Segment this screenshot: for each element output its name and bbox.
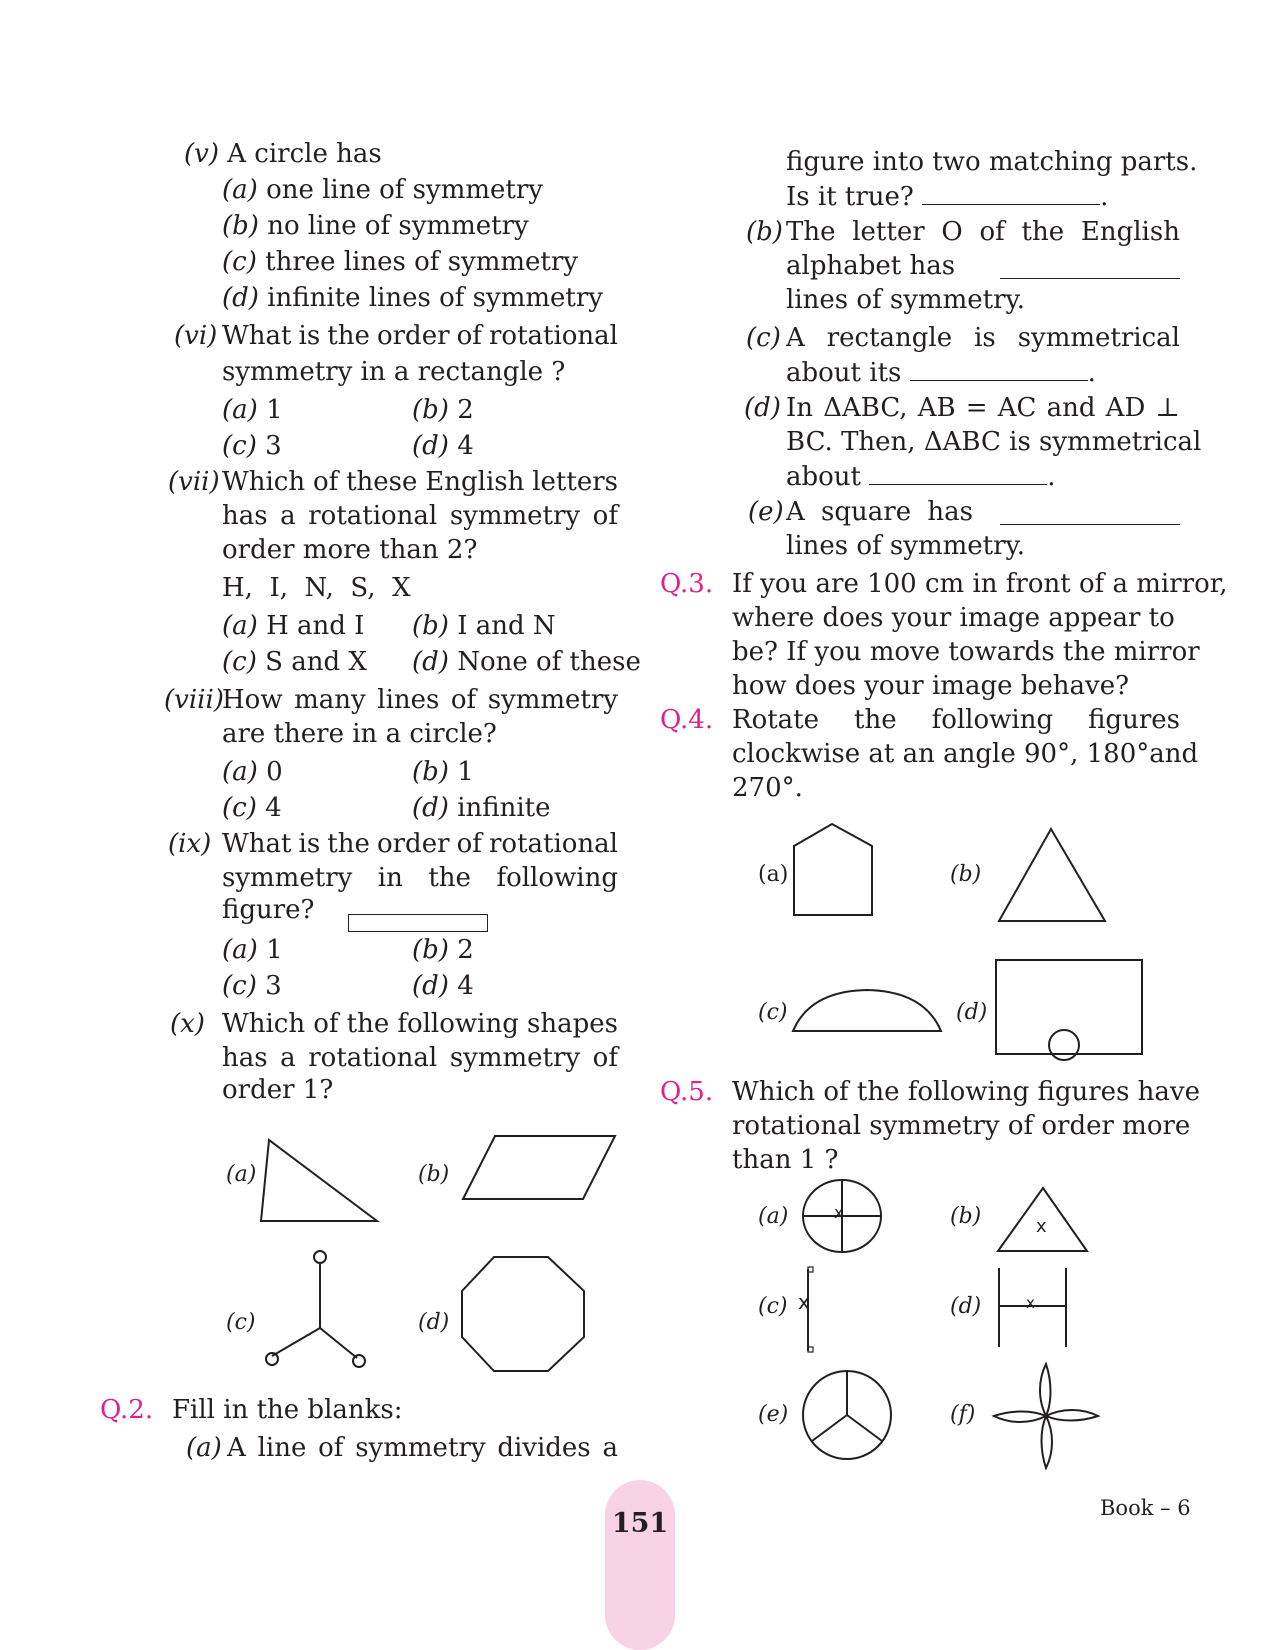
- option-b: (b) I and N: [412, 611, 556, 641]
- q2b-label: (b): [746, 217, 783, 247]
- q3-line1: If you are 100 cm in front of a mirror,: [732, 569, 1228, 599]
- question-number: (vi): [174, 321, 218, 351]
- figure-label-c: (c): [758, 1000, 788, 1025]
- octagon-figure: [458, 1255, 588, 1375]
- q4-line3: 270°.: [732, 773, 803, 803]
- q2e-line2: lines of symmetry.: [786, 531, 1026, 561]
- answer-blank[interactable]: [1000, 500, 1180, 525]
- question-vi-line1: What is the order of rotational: [222, 321, 618, 351]
- option-a: (a) one line of symmetry: [222, 175, 543, 205]
- figure-label-f: (f): [950, 1402, 976, 1427]
- figure-label-b: (b): [950, 862, 982, 887]
- option-c: (c) 4: [222, 793, 282, 823]
- q2c-line2: about its .: [786, 358, 1096, 388]
- q4-line1: Rotate the following figures: [732, 705, 1180, 735]
- question-x-line2: has a rotational symmetry of: [222, 1043, 618, 1073]
- q2c-label: (c): [746, 323, 781, 353]
- option-b: (b) 2: [412, 935, 474, 965]
- option-b: (b) 2: [412, 395, 474, 425]
- figure-label-b: (b): [418, 1162, 450, 1187]
- question-number-q4: Q.4.: [660, 705, 714, 735]
- q5-line3: than 1 ?: [732, 1145, 839, 1175]
- option-d: (d) 4: [412, 971, 474, 1001]
- pentagon-house-figure: [792, 822, 878, 918]
- q2d-line3: about .: [786, 462, 1056, 492]
- rectangle-with-circle-figure: [994, 958, 1146, 1062]
- rectangle-figure: [348, 914, 488, 932]
- q3-line2: where does your image appear to: [732, 603, 1175, 633]
- q2b-line3: lines of symmetry.: [786, 285, 1026, 315]
- page-number-tab: [605, 1480, 675, 1650]
- triangle-figure: [995, 825, 1110, 925]
- question-number: (viii): [164, 685, 224, 715]
- question-viii-line2: are there in a circle?: [222, 719, 497, 749]
- page-number: 151: [611, 1508, 669, 1539]
- question-number: (vii): [168, 467, 220, 497]
- option-a: (a) 1: [222, 935, 283, 965]
- option-a: (a) H and I: [222, 611, 365, 641]
- center-x-mark: x: [798, 1290, 810, 1314]
- q5-line2: rotational symmetry of order more: [732, 1111, 1191, 1141]
- option-c: (c) S and X: [222, 647, 367, 677]
- question-v: [184, 138, 382, 170]
- question-vii-line3: order more than 2?: [222, 535, 478, 565]
- q2-title: Fill in the blanks:: [172, 1395, 403, 1425]
- question-number-q5: Q.5.: [660, 1077, 714, 1107]
- three-prong-figure: [255, 1250, 375, 1375]
- three-sector-circle-figure: [800, 1368, 894, 1462]
- option-d: (d) None of these: [412, 647, 641, 677]
- answer-blank[interactable]: [922, 180, 1100, 205]
- book-label: Book – 6: [1100, 1496, 1191, 1520]
- question-text: A circle has: [227, 139, 382, 169]
- question-x-line1: Which of the following shapes: [222, 1009, 618, 1039]
- q2b-line2: alphabet has: [786, 251, 956, 281]
- option-a: (a) 1: [222, 395, 283, 425]
- q2a-line2: figure into two matching parts.: [786, 147, 1198, 177]
- figure-label-a: (a): [226, 1162, 257, 1187]
- q2e-line1: A square has: [786, 497, 973, 527]
- q2a-line3: Is it true? .: [786, 182, 1109, 212]
- question-ix-line2: symmetry in the following: [222, 863, 618, 893]
- question-x-line3: order 1?: [222, 1075, 334, 1105]
- option-a: (a) 0: [222, 757, 283, 787]
- question-number-q2: Q.2.: [100, 1395, 154, 1425]
- q3-line3: be? If you move towards the mirror: [732, 637, 1200, 667]
- center-x-mark: x: [834, 1203, 844, 1222]
- option-d: (d) infinite lines of symmetry: [222, 283, 603, 313]
- q2d-line2: BC. Then, ΔABC is symmetrical: [786, 427, 1202, 457]
- option-c: (c) 3: [222, 971, 282, 1001]
- q2a-label: (a): [186, 1433, 222, 1463]
- q2d-label: (d): [744, 393, 781, 423]
- figure-label-a: (a): [758, 862, 789, 887]
- option-b: (b) no line of symmetry: [222, 211, 529, 241]
- q5-line1: Which of the following figures have: [732, 1077, 1200, 1107]
- figure-label-c: (c): [226, 1310, 256, 1335]
- q4-line2: clockwise at an angle 90°, 180°and: [732, 739, 1199, 769]
- center-x-mark: x: [1036, 1216, 1047, 1237]
- question-viii-line1: How many lines of symmetry: [222, 685, 618, 715]
- q2c-line1: A rectangle is symmetrical: [786, 323, 1180, 353]
- figure-label-c: (c): [758, 1294, 788, 1319]
- option-b: (b) 1: [412, 757, 474, 787]
- figure-label-d: (d): [956, 1000, 988, 1025]
- question-vi-line2: symmetry in a rectangle ?: [222, 357, 566, 387]
- option-d: (d) infinite: [412, 793, 551, 823]
- semicircle-figure: [790, 985, 945, 1035]
- q2a-line1: A line of symmetry divides a: [227, 1433, 618, 1463]
- center-x-mark: x: [1026, 1294, 1035, 1312]
- question-number: (v): [184, 139, 219, 169]
- letters-list: H, I, N, S, X: [222, 573, 411, 603]
- figure-label-e: (e): [758, 1402, 789, 1427]
- option-d: (d) 4: [412, 431, 474, 461]
- answer-blank[interactable]: [869, 460, 1047, 485]
- figure-label-d: (d): [950, 1294, 982, 1319]
- question-vii-line1: Which of these English letters: [222, 467, 618, 497]
- option-c: (c) 3: [222, 431, 282, 461]
- parallelogram-figure: [455, 1133, 625, 1205]
- answer-blank[interactable]: [910, 356, 1088, 381]
- figure-label-b: (b): [950, 1204, 982, 1229]
- figure-label-d: (d): [418, 1310, 450, 1335]
- question-number-q3: Q.3.: [660, 569, 714, 599]
- question-number: (x): [170, 1009, 205, 1039]
- question-ix-line3: figure?: [222, 895, 315, 925]
- q2e-label: (e): [748, 497, 784, 527]
- q3-line4: how does your image behave?: [732, 671, 1130, 701]
- right-triangle-figure: [255, 1135, 385, 1225]
- question-vii-line2: has a rotational symmetry of: [222, 501, 618, 531]
- figure-label-a: (a): [758, 1204, 789, 1229]
- question-number: (ix): [168, 829, 212, 859]
- question-ix-line1: What is the order of rotational: [222, 829, 618, 859]
- q2d-line1: In ΔABC, AB = AC and AD ⊥: [786, 393, 1180, 423]
- pinwheel-figure: [990, 1360, 1102, 1472]
- answer-blank[interactable]: [1000, 254, 1180, 279]
- q2b-line1: The letter O of the English: [786, 217, 1180, 247]
- option-c: (c) three lines of symmetry: [222, 247, 578, 277]
